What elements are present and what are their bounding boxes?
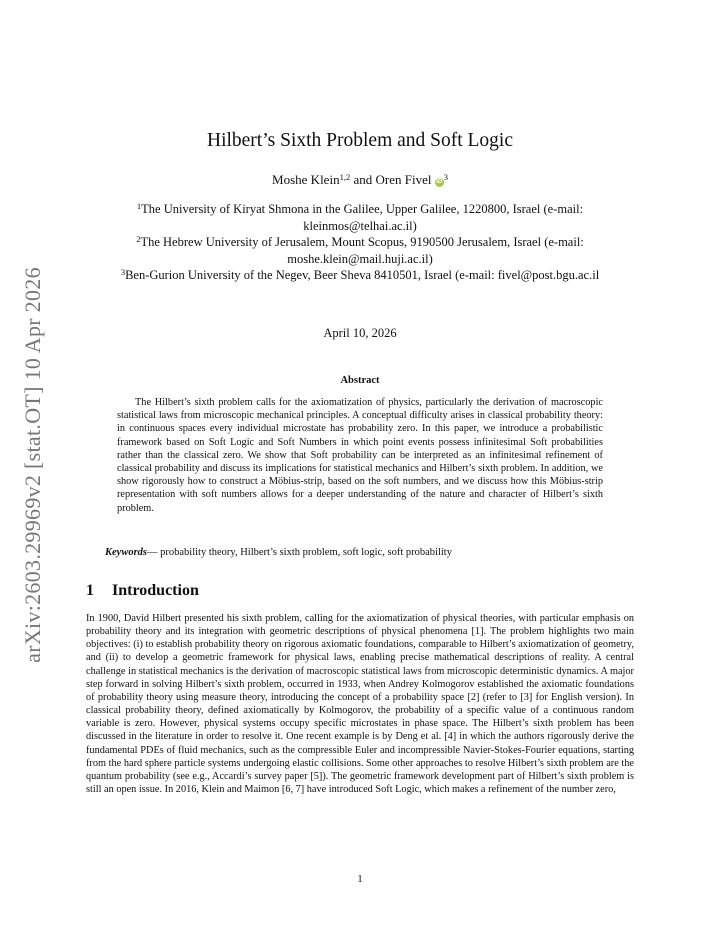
section-number: 1 bbox=[86, 582, 94, 599]
keywords-label: Keywords bbox=[105, 547, 147, 558]
abstract-heading: Abstract bbox=[340, 375, 380, 386]
affiliation-3 bbox=[90, 267, 630, 284]
author-affil-marker: 1,2 bbox=[339, 172, 351, 182]
author-line bbox=[0, 172, 720, 188]
keywords-line bbox=[105, 547, 452, 558]
author-name: Moshe Klein bbox=[272, 172, 340, 187]
arxiv-identifier bbox=[20, 250, 46, 680]
section-title: Introduction bbox=[112, 582, 199, 599]
page-number: 1 bbox=[357, 873, 363, 885]
affiliation-marker: 2 bbox=[136, 234, 141, 244]
introduction-paragraph: In 1900, David Hilbert presented his sixth problem, calling for the axiomatization of physical theories, with particular emphasis on probability theory and its integration with geometric descriptions of physical phenomena [1]. The problem highlights two main objectives: (i) to establish probability theory on rigorous axiomatic foundations, comparable to Hilbert’s axiomatization of geometry, and (ii) to develop a geometric framework for physical laws, enabling precise mathematical descriptions of reality. A central challenge in statistical mechanics is the derivation of macroscopic statistical laws from microscopic deterministic dynamics. A major step forward in solving Hilbert’s sixth problem, occurred in 1933, when Andrey Kolmogorov established the axiomatic foundations of probability theory using measure theory, introducing the concept of a probability space [2] (refer to [3] for English version). In classical probability theory, defined axiomatically by Kolmogorov, the probability of a specific value of a continuous random variable is zero. However, physical systems occupy specific microstates in phase space. The Hilbert’s sixth problem has been discussed in the literature in order to resolve it. One recent example is by Deng et al. [4] in which the authors rigorously derive the fundamental PDEs of fluid mechanics, such as the compressible Euler and incompressible Navier-Stokes-Fourier equations, starting from the hard sphere particle systems undergoing elastic collisions. Some other approaches to resolve Hilbert’s sixth problem are the quantum probability (see e.g., Accardi’s survey paper [5]). The geometric framework development part of Hilbert’s sixth problem is still an open issue. In 2016, Klein and Maimon [6, 7] have introduced Soft Logic, which makes a refinement of the number zero, bbox=[86, 613, 634, 796]
affiliation-2 bbox=[90, 234, 630, 267]
affiliation-marker: 1 bbox=[136, 201, 142, 211]
keywords-dash: — bbox=[147, 547, 161, 558]
affiliation-1 bbox=[90, 201, 630, 234]
keywords-text: probability theory, Hilbert’s sixth problem, soft logic, soft probability bbox=[160, 547, 452, 558]
paper-title: Hilbert’s Sixth Problem and Soft Logic bbox=[206, 130, 514, 151]
abstract-text: The Hilbert’s sixth problem calls for the axiomatization of physics, particularly the derivation of macroscopic statistical laws from microscopic mechanical principles. A conceptual difficulty arises in classical probability theory: in continuous spaces every individual microstate has probability zero. In this paper, we introduce a probabilistic framework based on Soft Logic and Soft Numbers in which point events possess infinitesimal Soft probabilities rather than the classical zero. We show that Soft probability can be interpreted as an infinitesimal refinement of classical probability and discuss its implications for statistical mechanics and Hilbert’s sixth problem. In addition, we show rigorously how to construct a Möbius-strip, based on the soft numbers, and we discuss how this Möbius-strip representation with soft numbers allows for a deeper understanding of the nature and character of Hilbert’s sixth problem. bbox=[117, 397, 603, 514]
section-heading bbox=[86, 582, 199, 600]
paper-date: April 10, 2026 bbox=[323, 326, 397, 340]
affiliation-marker: 3 bbox=[120, 267, 126, 277]
orcid-icon[interactable]: iD bbox=[436, 179, 443, 185]
affiliation-text: Ben-Gurion University of the Negev, Beer Sheva 8410501, Israel (e-mail: fivel@post.bgu.ac.il bbox=[125, 268, 600, 282]
author-name: Oren Fivel bbox=[375, 172, 432, 187]
author-conjunction: and bbox=[350, 172, 376, 187]
affiliation-text: The University of Kiryat Shmona in the Galilee, Upper Galilee, 1220800, Israel (e-mail: kleinmos@telhai.ac.il) bbox=[141, 202, 584, 233]
author-affil-marker: 3 bbox=[443, 172, 448, 182]
arxiv-identifier-text: arXiv:2603.29969v2 [stat.OT] 10 Apr 2026 bbox=[20, 267, 46, 663]
affiliation-text: The Hebrew University of Jerusalem, Mount Scopus, 9190500 Jerusalem, Israel (e-mail: moshe.klein@mail.huji.ac.il) bbox=[140, 235, 584, 266]
